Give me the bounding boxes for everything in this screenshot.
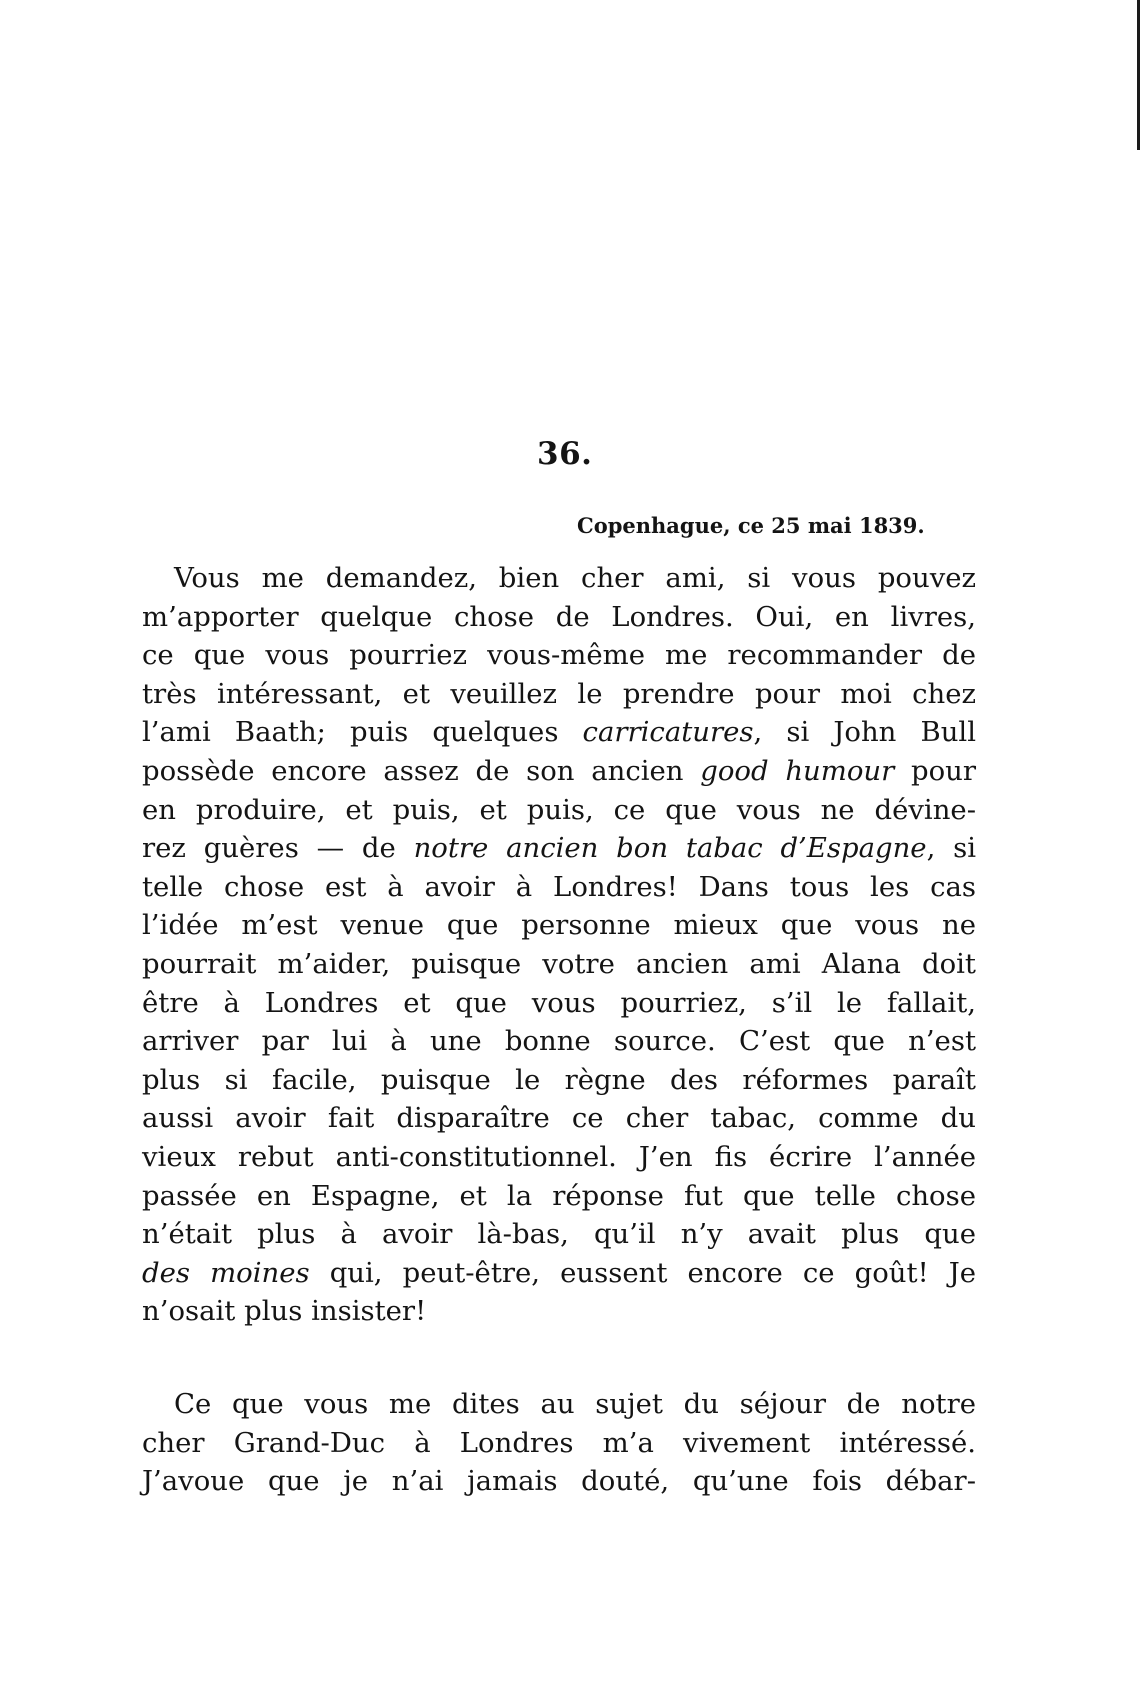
text-line: l’idée m’est venue que personne mieux que vous ne	[142, 909, 976, 942]
text-line: n’était plus à avoir là-bas, qu’il n’y avait plus que	[142, 1218, 976, 1251]
dateline: Copenhague, ce 25 mai 1839.	[577, 513, 925, 538]
text-line: être à Londres et que vous pourriez, s’il le fallait,	[142, 986, 976, 1019]
text-line: très intéressant, et veuillez le prendre pour moi chez	[142, 677, 976, 710]
text-line: vieux rebut anti-constitutionnel. J’en fis écrire l’année	[142, 1140, 976, 1173]
italic-phrase: notre ancien bon tabac d’Espagne	[413, 832, 927, 865]
text-line: plus si facile, puisque le règne des réformes paraît	[142, 1063, 976, 1096]
text-line: l’ami Baath; puis quelques carricatures, si John Bull	[142, 716, 976, 749]
text-line: ce que vous pourriez vous-même me recommander de	[142, 639, 976, 672]
italic-phrase: des moines	[142, 1256, 310, 1289]
letter-number: 36.	[537, 436, 593, 472]
text-line: en produire, et puis, et puis, ce que vous ne dévine-	[142, 793, 976, 826]
text-line: J’avoue que je n’ai jamais douté, qu’une fois débar-	[142, 1465, 976, 1498]
text-line: arriver par lui à une bonne source. C’est que n’est	[142, 1025, 976, 1058]
text-line: des moines qui, peut-être, eussent encore ce goût! Je	[142, 1256, 976, 1289]
text-line: aussi avoir fait disparaître ce cher tabac, comme du	[142, 1102, 976, 1135]
italic-phrase: carricatures	[582, 716, 754, 749]
text-line: telle chose est à avoir à Londres! Dans tous les cas	[142, 870, 976, 903]
text-line: possède encore assez de son ancien good humour pour	[142, 754, 977, 787]
text-line: cher Grand-Duc à Londres m’a vivement intéressé.	[142, 1426, 976, 1459]
text-line: n’osait plus insister!	[142, 1295, 427, 1328]
text-line: pourrait m’aider, puisque votre ancien ami Alana doit	[142, 947, 976, 980]
text-line: m’apporter quelque chose de Londres. Oui, en livres,	[142, 600, 976, 633]
text-line: passée en Espagne, et la réponse fut que telle chose	[142, 1179, 976, 1212]
text-line: rez guères — de notre ancien bon tabac d’Espagne, si	[142, 832, 977, 865]
italic-phrase: good humour	[700, 754, 895, 787]
text-line: Vous me demandez, bien cher ami, si vous pouvez	[174, 562, 976, 594]
text-line: Ce que vous me dites au sujet du séjour de notre	[174, 1388, 976, 1420]
paragraph-1	[142, 559, 976, 1331]
paragraph-2	[142, 1385, 976, 1501]
